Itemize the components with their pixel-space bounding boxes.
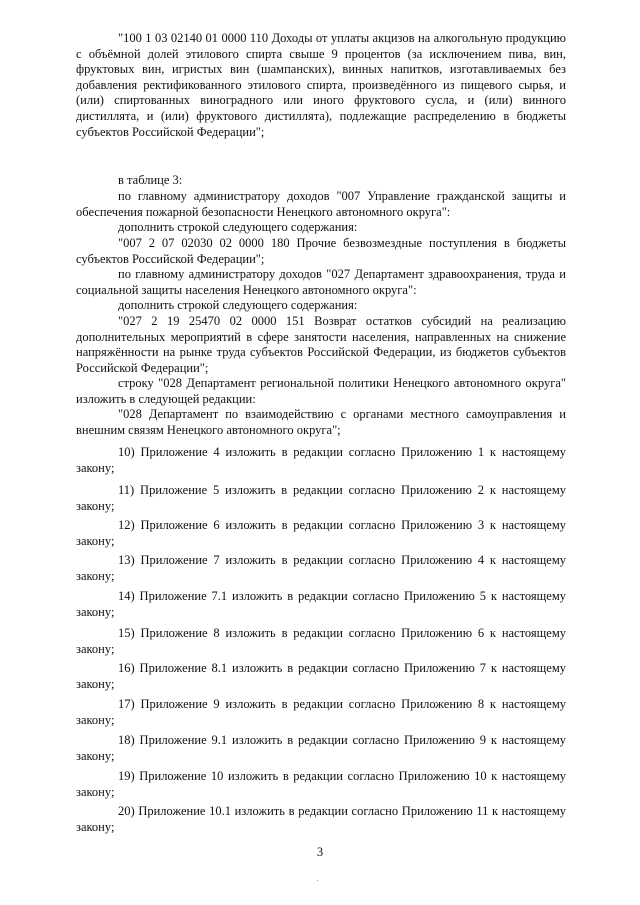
paragraph-item-10: 10) Приложение 4 изложить в редакции согласно Приложению 1 к настоящему закону; (76, 445, 566, 475)
paragraph-table3-intro: в таблице 3: (118, 173, 183, 187)
paragraph-add-row-1: дополнить строкой следующего содержания: (118, 220, 358, 234)
paragraph-code-007: "007 2 07 02030 02 0000 180 Прочие безвозмездные поступления в бюджеты субъектов Российской Федерации"; (76, 236, 566, 266)
paragraph-item-14: 14) Приложение 7.1 изложить в редакции согласно Приложению 5 к настоящему закону; (76, 589, 566, 619)
paragraph-excise-code: "100 1 03 02140 01 0000 110 Доходы от уплаты акцизов на алкогольную продукцию с объёмной долей этилового спирта свыше 9 процентов (за исключением пива, вин, фруктовых вин, игристых вин (шампанских), винных напитков, изготавливаемых без добавления ректификованного этилового спирта, произведённого из пищевого сырья, и (или) спиртованных виноградного или иного фруктового сусла, и (или) винного дистиллята, и (или) фруктового дистиллята), подлежащие распределению в бюджеты субъектов Российской Федерации"; (76, 31, 566, 139)
paragraph-admin-007: по главному администратору доходов "007 Управление гражданской защиты и обеспечения пожарной безопасности Ненецкого автономного округа": (76, 189, 566, 219)
paragraph-item-19: 19) Приложение 10 изложить в редакции согласно Приложению 10 к настоящему закону; (76, 769, 566, 799)
paragraph-dept-028: "028 Департамент по взаимодействию с органами местного самоуправления и внешним связям Ненецкого автономного округа"; (76, 407, 566, 437)
paragraph-item-16: 16) Приложение 8.1 изложить в редакции согласно Приложению 7 к настоящему закону; (76, 661, 566, 691)
paragraph-item-15: 15) Приложение 8 изложить в редакции согласно Приложению 6 к настоящему закону; (76, 626, 566, 656)
paragraph-code-027: "027 2 19 25470 02 0000 151 Возврат остатков субсидий на реализацию дополнительных мероприятий в сфере занятости населения, направленных на снижение напряжённости на рынке труда субъектов Российской Федерации, из бюджетов субъектов Российской Федерации"; (76, 314, 566, 375)
paragraph-item-11: 11) Приложение 5 изложить в редакции согласно Приложению 2 к настоящему закону; (76, 483, 566, 513)
scan-speck (317, 880, 318, 881)
page-number: 3 (316, 845, 324, 859)
paragraph-item-12: 12) Приложение 6 изложить в редакции согласно Приложению 3 к настоящему закону; (76, 518, 566, 548)
paragraph-item-13: 13) Приложение 7 изложить в редакции согласно Приложению 4 к настоящему закону; (76, 553, 566, 583)
paragraph-item-20: 20) Приложение 10.1 изложить в редакции согласно Приложению 11 к настоящему закону; (76, 804, 566, 834)
paragraph-row-028: строку "028 Департамент региональной политики Ненецкого автономного округа" изложить в следующей редакции: (76, 376, 566, 406)
paragraph-item-17: 17) Приложение 9 изложить в редакции согласно Приложению 8 к настоящему закону; (76, 697, 566, 727)
paragraph-admin-027: по главному администратору доходов "027 Департамент здравоохранения, труда и социальной защиты населения Ненецкого автономного округа": (76, 267, 566, 297)
paragraph-add-row-2: дополнить строкой следующего содержания: (118, 298, 358, 312)
paragraph-item-18: 18) Приложение 9.1 изложить в редакции согласно Приложению 9 к настоящему закону; (76, 733, 566, 763)
